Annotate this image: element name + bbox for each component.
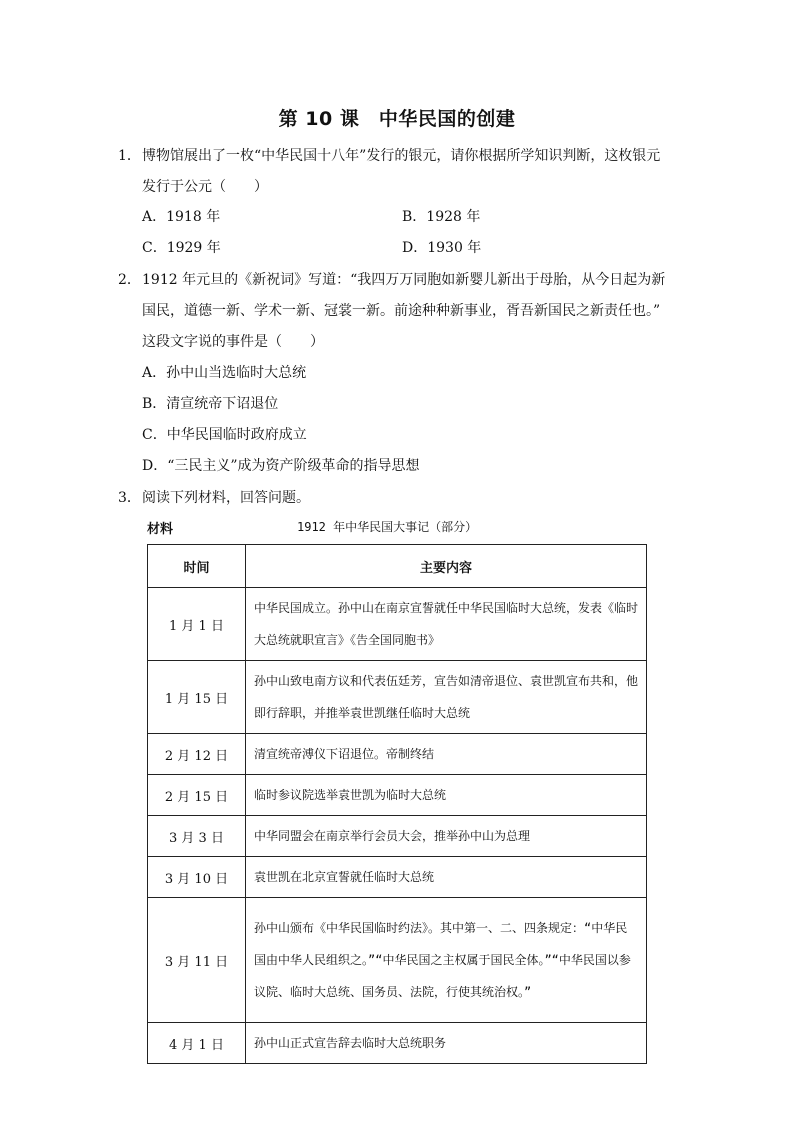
row-content: 清宣统帝溥仪下诏退位。帝制终结: [246, 734, 647, 775]
row-date: 1 月 15 日: [148, 661, 246, 734]
table-row: [148, 1023, 647, 1064]
table-row: [148, 898, 647, 1023]
question-2-line-1: 1912 年元旦的《新祝词》写道：“我四万万同胞如新婴儿新出于母胎，从今日起为新: [142, 272, 666, 288]
question-2-line-2: 国民，道德一新、学术一新、冠裳一新。前途种种新事业，胥吾新国民之新责任也。”: [142, 303, 661, 319]
question-2-option-c: C．中华民国临时政府成立: [142, 427, 307, 443]
row-content: 临时参议院选举袁世凯为临时大总统: [246, 775, 647, 816]
row-date: 3 月 11 日: [148, 898, 246, 1023]
material-label: 材料: [147, 522, 174, 537]
row-content: 中华民国成立。孙中山在南京宣誓就任中华民国临时大总统，发表《临时大总统就职宣言》《告全国同胞书》: [246, 588, 647, 661]
events-table: [147, 544, 647, 1064]
header-content: 主要内容: [246, 545, 647, 588]
header-time: 时间: [148, 545, 246, 588]
row-date: 2 月 15 日: [148, 775, 246, 816]
table-row: [148, 816, 647, 857]
row-date: 4 月 1 日: [148, 1023, 246, 1064]
row-date: 2 月 12 日: [148, 734, 246, 775]
question-1-line-1: 博物馆展出了一枚“中华民国十八年”发行的银元，请你根据所学知识判断，这枚银元: [142, 148, 661, 164]
row-content: 袁世凯在北京宣誓就任临时大总统: [246, 857, 647, 898]
question-1-option-a: A．1918 年: [142, 209, 221, 225]
row-content: 中华同盟会在南京举行会员大会，推举孙中山为总理: [246, 816, 647, 857]
material-header: [147, 518, 647, 538]
question-1-option-b: B．1928 年: [402, 209, 481, 225]
row-content: 孙中山致电南方议和代表伍廷芳，宣告如清帝退位、袁世凯宣布共和，他即行辞职，并推举袁世凯继任临时大总统: [246, 661, 647, 734]
row-date: 3 月 3 日: [148, 816, 246, 857]
question-1-line-2: 发行于公元（ ）: [142, 179, 268, 195]
question-1-number: 1．: [118, 148, 141, 164]
row-date: 1 月 1 日: [148, 588, 246, 661]
question-2-option-a: A．孙中山当选临时大总统: [142, 365, 307, 381]
table-row: [148, 734, 647, 775]
table-header-row: [148, 545, 647, 588]
question-3-line-1: 阅读下列材料，回答问题。: [142, 490, 310, 506]
question-2-option-b: B．清宣统帝下诏退位: [142, 396, 279, 412]
table-row: [148, 661, 647, 734]
question-2-number: 2．: [118, 272, 141, 288]
question-1-option-d: D．1930 年: [402, 240, 482, 256]
question-1-option-c: C．1929 年: [142, 240, 221, 256]
table-row: [148, 588, 647, 661]
question-2-option-d: D．“三民主义”成为资产阶级革命的指导思想: [142, 458, 420, 474]
row-date: 3 月 10 日: [148, 857, 246, 898]
table-row: [148, 775, 647, 816]
page-title: 第 10 课 中华民国的创建: [278, 108, 516, 130]
question-2-line-3: 这段文字说的事件是（ ）: [142, 334, 324, 350]
table-caption: 1912 年中华民国大事记（部分）: [297, 520, 478, 534]
row-content: 孙中山正式宣告辞去临时大总统职务: [246, 1023, 647, 1064]
row-content: 孙中山颁布《中华民国临时约法》。其中第一、二、四条规定：“中华民国由中华人民组织之。”“中华民国之主权属于国民全体。”“中华民国以参议院、临时大总统、国务员、法院，行使其统治权。”: [246, 898, 647, 1023]
table-row: [148, 857, 647, 898]
question-3-number: 3．: [118, 490, 141, 506]
